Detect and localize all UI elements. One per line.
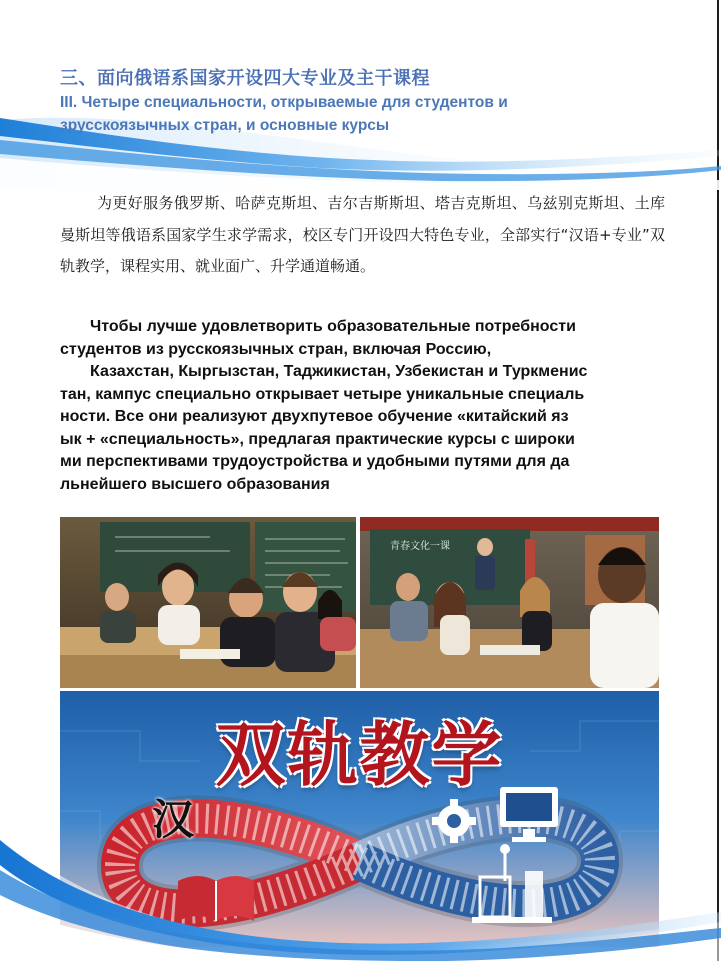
- ru-line: ности. Все они реализуют двухпутевое обучение «китайский яз: [60, 408, 569, 425]
- section-title-cn: 三、面向俄语系国家开设四大专业及主干课程: [60, 68, 430, 89]
- board-text: 青春文化一课: [390, 541, 450, 552]
- ru-line: студентов из русскоязычных стран, включая Россию,: [60, 340, 492, 358]
- intro-paragraph-ru: [60, 316, 670, 496]
- banner-title: 双轨教学: [215, 713, 504, 796]
- classroom-photo-right: [360, 517, 659, 688]
- ru-line: ык + «специальность», предлагая практические курсы с широки: [60, 430, 575, 448]
- ru-line: Казахстан, Кыргызстан, Таджикистан, Узбекистан и Туркменис: [90, 363, 588, 380]
- ru-line: ми перспективами трудоустройства и удобными путями для да: [60, 453, 570, 470]
- ru-line: Чтобы лучше удовлетворить образовательные потребности: [90, 318, 576, 335]
- section-title-ru-line2: зрусскоязычных стран, и основные курсы: [60, 117, 390, 134]
- intro-paragraph-cn: 为更好服务俄罗斯、哈萨克斯坦、吉尔吉斯斯坦、塔吉克斯坦、乌兹别克斯坦、土库曼斯坦等俄语系国家学生求学需求，校区专门开设四大特色专业，全部实行“汉语+专业”双轨教学，课程实用、就业面广、升学通道畅通。: [60, 194, 665, 275]
- han-character-label: 汉: [152, 795, 195, 844]
- ru-line: тан, кампус специально открывает четыре уникальные специаль: [60, 385, 585, 403]
- footer-wave-decoration: [0, 810, 721, 961]
- section-heading: [60, 67, 700, 137]
- classroom-photo-left: [60, 517, 356, 688]
- ru-line: льнейшего высшего образования: [60, 475, 330, 493]
- section-title-ru-line1: III. Четыре специальности, открываемые для студентов и: [60, 94, 508, 111]
